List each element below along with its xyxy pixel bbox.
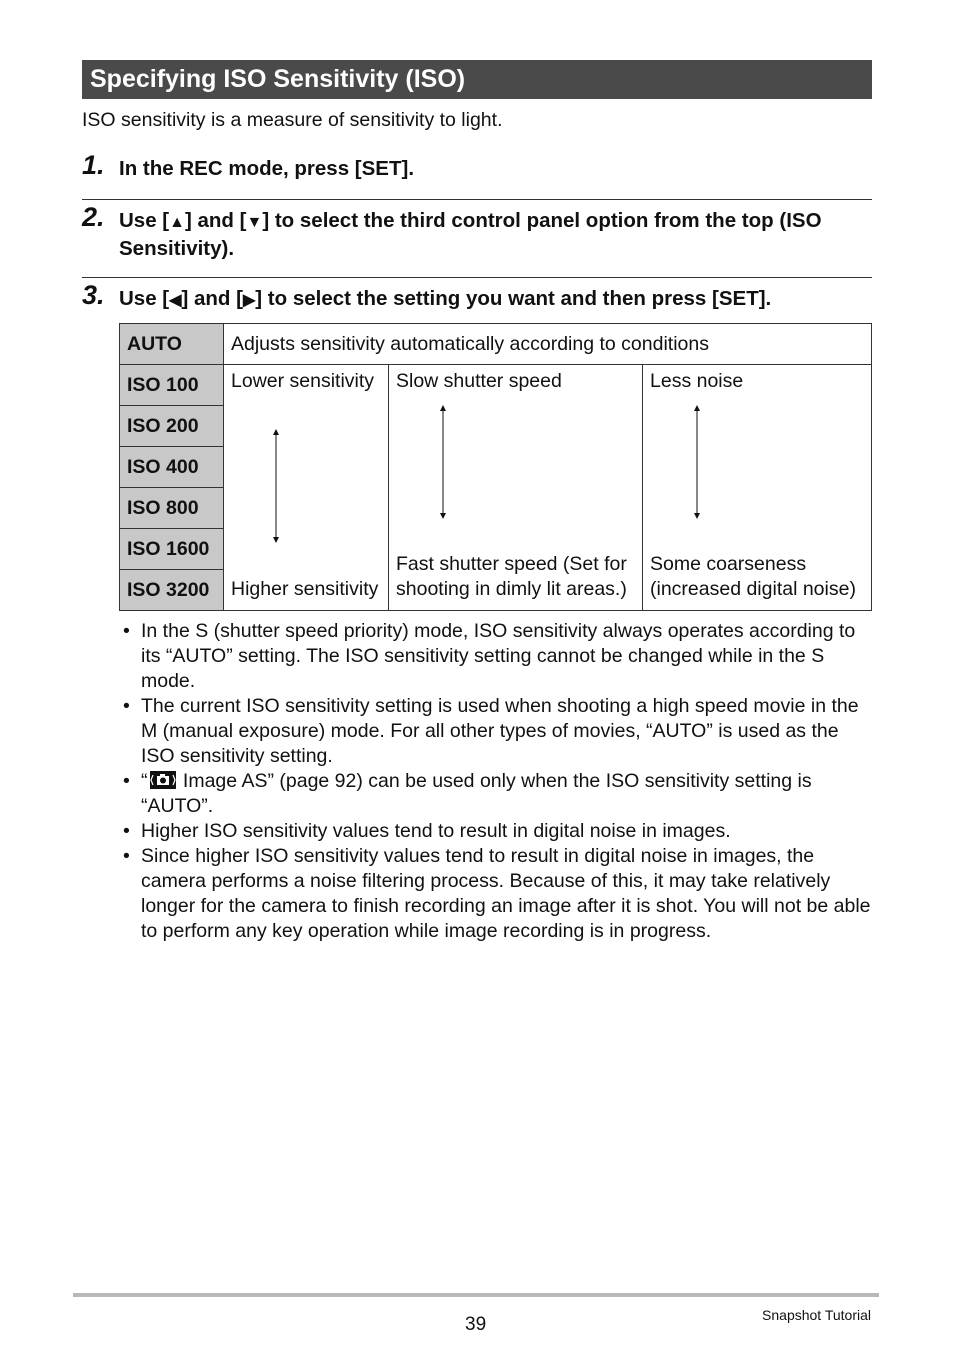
- step-number: 1.: [82, 150, 105, 180]
- list-item: • Higher ISO sensitivity values tend to result in digital noise in images.: [119, 819, 871, 844]
- step-text: Use [◀] and [▶] to select the setting you want and then press [SET].: [119, 287, 772, 310]
- iso-label: ISO 400: [120, 447, 224, 488]
- intro-text: ISO sensitivity is a measure of sensitivity to light.: [82, 109, 503, 131]
- auto-description: Adjusts sensitivity automatically according to conditions: [224, 324, 872, 365]
- sensitivity-cell: [224, 365, 389, 611]
- list-item: • The current ISO sensitivity setting is used when shooting a high speed movie in the M (manual exposure) mode. For all other types of movies, “AUTO” is used as the ISO sensitivity setting.: [119, 694, 871, 769]
- notes-list: [119, 619, 871, 944]
- left-triangle-icon: ◀: [169, 292, 182, 309]
- noise-more-text: Some coarseness (increased digital noise): [650, 553, 856, 600]
- table-row: [120, 365, 872, 406]
- divider: [82, 199, 872, 200]
- double-arrow-icon: [692, 405, 702, 519]
- step-3: [82, 280, 872, 314]
- step-number: 3.: [82, 280, 105, 310]
- shutter-cell: [389, 365, 643, 611]
- page-number: 39: [465, 1314, 487, 1335]
- iso-label: ISO 200: [120, 406, 224, 447]
- footer-section-title: Snapshot Tutorial: [762, 1307, 871, 1323]
- noise-less-text: Less noise: [650, 370, 744, 392]
- iso-label: ISO 1600: [120, 529, 224, 570]
- iso-label: ISO 100: [120, 365, 224, 406]
- right-triangle-icon: ▶: [242, 292, 256, 309]
- section-title: Specifying ISO Sensitivity (ISO): [82, 60, 872, 99]
- shutter-slow-text: Slow shutter speed: [396, 370, 562, 392]
- iso-label: ISO 800: [120, 488, 224, 529]
- table-row: [120, 324, 872, 365]
- iso-label: AUTO: [120, 324, 224, 365]
- step-number: 2.: [82, 202, 105, 232]
- down-triangle-icon: ▼: [246, 214, 263, 231]
- footer-divider: [73, 1293, 879, 1297]
- sensitivity-low-text: Lower sensitivity: [231, 370, 375, 392]
- divider: [82, 277, 872, 278]
- up-triangle-icon: ▲: [169, 214, 185, 231]
- step-1: [82, 150, 872, 182]
- list-item: • “ Image AS” (page 92) can be used only when the ISO sensitivity setting is “AUTO”.: [119, 769, 871, 819]
- step-text: In the REC mode, press [SET].: [119, 157, 415, 180]
- list-item: • Since higher ISO sensitivity values tend to result in digital noise in images, the camera performs a noise filtering process. Because of this, it may take relatively longer for the camera to finish recording an image after it is shot. You will not be able to perform any key operation while image recording is in progress.: [119, 844, 871, 944]
- step-2: [82, 202, 872, 262]
- list-item: • In the S (shutter speed priority) mode, ISO sensitivity always operates according to its “AUTO” setting. The ISO sensitivity setting cannot be changed while in the S mode.: [119, 619, 871, 694]
- sensitivity-high-text: Higher sensitivity: [231, 578, 379, 600]
- noise-cell: [643, 365, 872, 611]
- shutter-fast-text: Fast shutter speed (Set for shooting in dimly lit areas.): [396, 553, 627, 600]
- iso-label: ISO 3200: [120, 570, 224, 611]
- step-text: Use [▲] and [▼] to select the third control panel option from the top (ISO Sensitivity).: [119, 209, 822, 260]
- image-stabilizer-icon: [150, 771, 176, 789]
- double-arrow-icon: [438, 405, 448, 519]
- iso-table: [119, 323, 872, 611]
- double-arrow-icon: [271, 429, 281, 543]
